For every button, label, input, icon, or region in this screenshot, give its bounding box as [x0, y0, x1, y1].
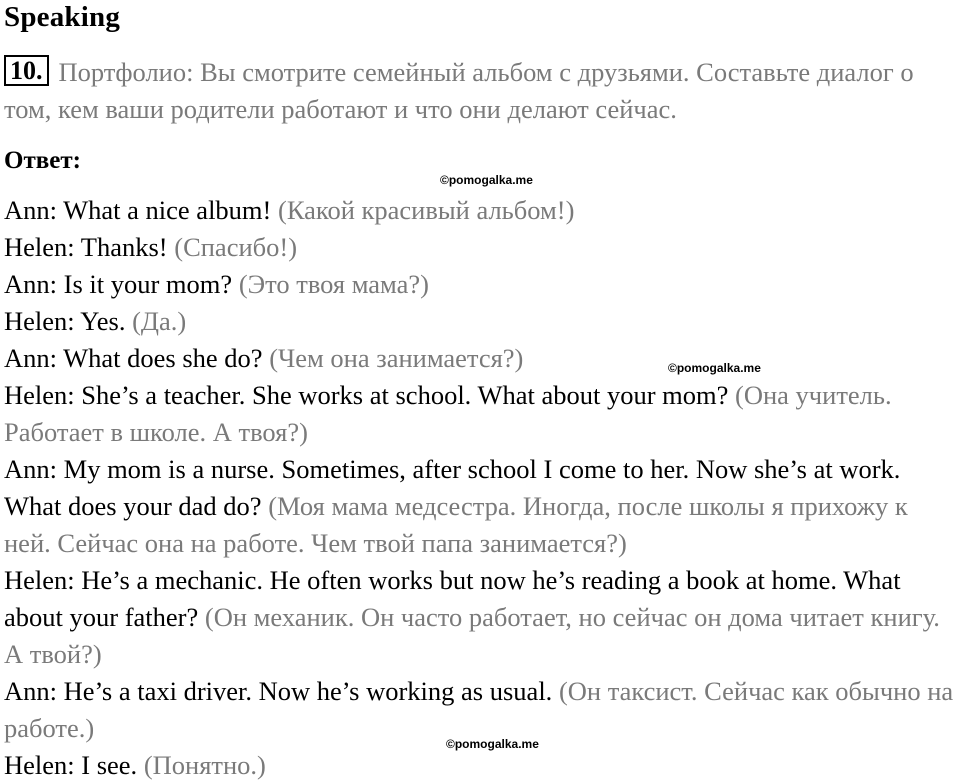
task-instruction [4, 54, 954, 128]
task-text: Портфолио: Вы смотрите семейный альбом с друзьями. Составьте диалог о том, кем ваши родители работают и что они делают сейчас. [4, 57, 914, 124]
dialog-line [4, 229, 956, 266]
dialog-line [4, 673, 956, 747]
dialog-line [4, 192, 956, 229]
dialog-line-english: Ann: What a nice album! [4, 195, 272, 225]
dialog-line-translation: (Она учитель. Работает в школе. А твоя?) [4, 380, 892, 447]
dialog-line-translation: (Он таксист. Сейчас как обычно на работе.) [4, 676, 954, 743]
dialog-line-english: Helen: Yes. [4, 306, 126, 336]
dialog-line-english: Helen: He’s a mechanic. He often works but now he’s reading a book at home. What about your father? [4, 565, 901, 632]
dialog-line-translation: (Моя мама медсестра. Иногда, после школы я прихожу к ней. Сейчас она на работе. Чем твой папа занимается?) [4, 491, 908, 558]
dialog-line-english: Helen: I see. [4, 750, 138, 780]
section-title: Speaking [4, 1, 121, 33]
dialog-line-translation: (Какой красивый альбом!) [278, 195, 575, 225]
dialog-line [4, 266, 956, 303]
dialog-line [4, 303, 956, 340]
dialog-line-translation: (Да.) [132, 306, 187, 336]
watermark: ©pomogalka.me [668, 361, 761, 375]
dialog-line [4, 747, 956, 784]
dialog-line-english: Ann: Is it your mom? [4, 269, 233, 299]
dialog-line-translation: (Это твоя мама?) [238, 269, 429, 299]
dialog-line [4, 377, 956, 451]
dialog-line-english: Ann: My mom is a nurse. Sometimes, after school I come to her. Now she’s at work. What does your dad do? [4, 454, 901, 521]
dialog [4, 192, 956, 784]
task-number: 10. [4, 55, 49, 86]
dialog-line-translation: (Чем она занимается?) [269, 343, 524, 373]
dialog-line [4, 340, 956, 377]
answer-label: Ответ: [4, 147, 81, 174]
dialog-line [4, 451, 956, 562]
dialog-line-english: Helen: Thanks! [4, 232, 168, 262]
dialog-line-translation: (Понятно.) [143, 750, 266, 780]
dialog-line-english: Helen: She’s a teacher. She works at school. What about your mom? [4, 380, 729, 410]
watermark: ©pomogalka.me [440, 173, 533, 187]
dialog-line-english: Ann: He’s a taxi driver. Now he’s working as usual. [4, 676, 553, 706]
dialog-line-english: Ann: What does she do? [4, 343, 263, 373]
dialog-line-translation: (Спасибо!) [174, 232, 298, 262]
dialog-line-translation: (Он механик. Он часто работает, но сейчас он дома читает книгу. А твой?) [4, 602, 940, 669]
watermark: ©pomogalka.me [446, 737, 539, 751]
dialog-line [4, 562, 956, 673]
